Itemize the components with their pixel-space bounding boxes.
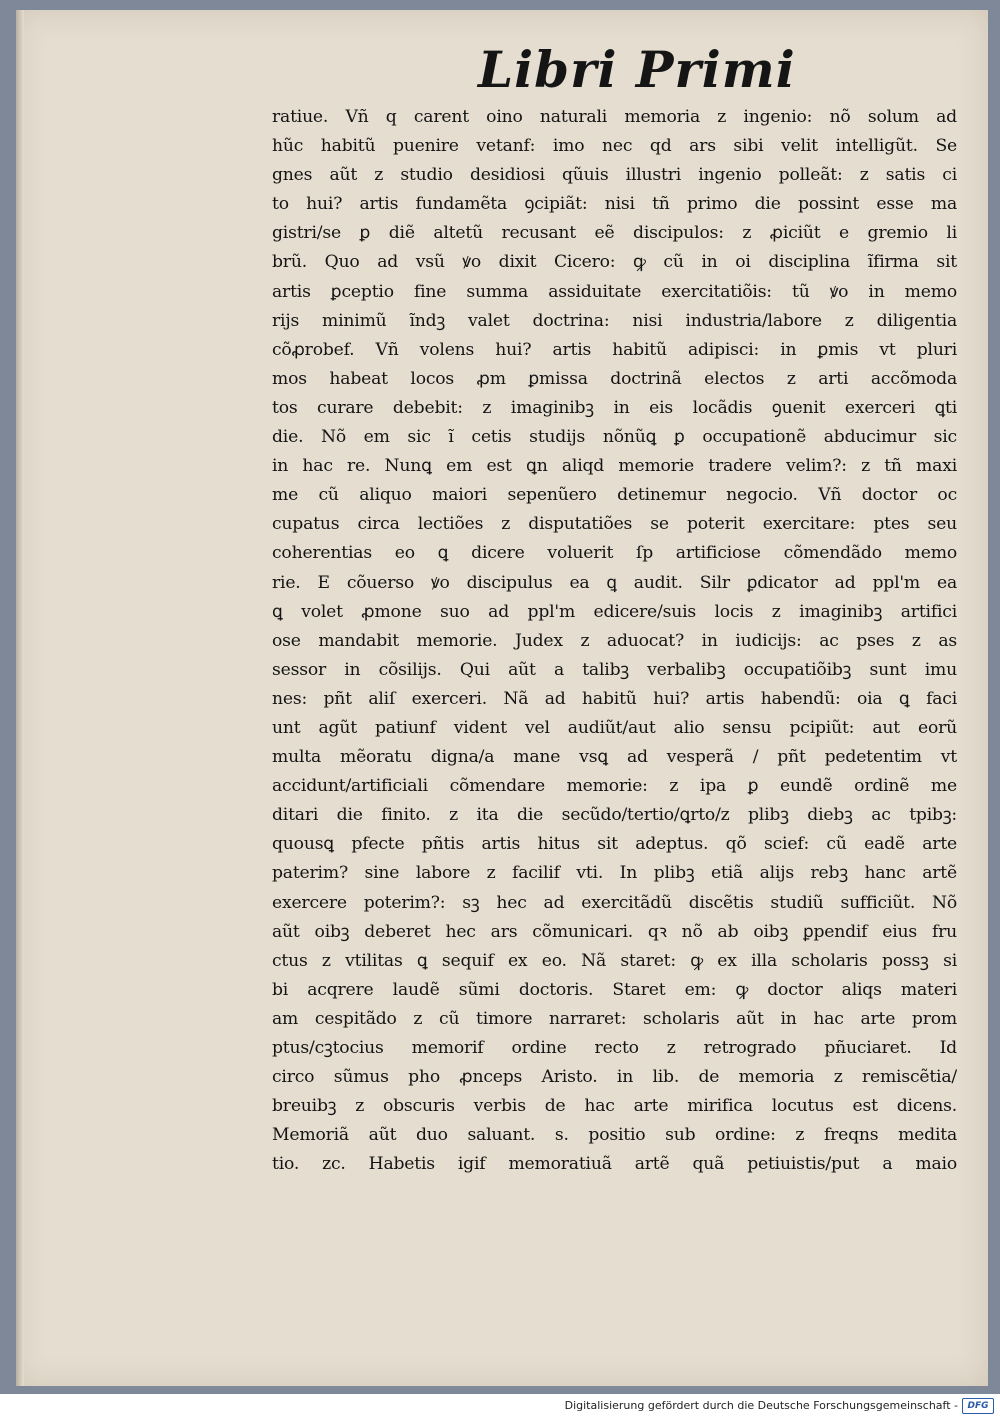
running-head: Libri Primi bbox=[478, 40, 796, 99]
text-line: ctus z vtilitas ꝗ sequif ex eo. Nã staret: ꝙ ex illa scholaris possꝫ si bbox=[272, 950, 957, 971]
text-line: ptus/cꝫtocius memorif ordine recto z retrogrado pñuciaret. Id bbox=[272, 1038, 957, 1058]
text-line: ratiue. Vñ q carent oino naturali memoria z ingenio: nõ solum ad bbox=[272, 107, 957, 127]
text-line: aũt oibꝫ deberet hec ars cõmunicari. qꝛ nõ ab oibꝫ ꝑpendif eius fru bbox=[272, 921, 957, 942]
text-line: tio. zc. Habetis igif memoratiuã artẽ quã petiuistis/put a maio bbox=[272, 1154, 957, 1175]
text-line: breuibꝫ z obscuris verbis de hac arte mirifica locutus est dicens. bbox=[272, 1096, 957, 1117]
text-line: brũ. Quo ad vsũ ꝟo dixit Cicero: ꝙ cũ in oi disciplina ĩfirma sit bbox=[272, 252, 957, 273]
text-line: cupatus circa lectiões z disputatiões se poterit exercitare: ptes seu bbox=[272, 514, 957, 535]
text-line: unt agũt patiunf vident vel audiũt/aut alio sensu pcipiũt: aut eorũ bbox=[272, 717, 957, 738]
text-line: tos curare debebit: z imaginibꝫ in eis locãdis ꝯuenit exerceri ꝗti bbox=[272, 397, 957, 418]
text-line: gnes aũt z studio desidiosi qũuis illustri ingenio polleãt: z satis ci bbox=[272, 165, 957, 186]
text-line: multa mẽoratu digna/a mane vsꝗ ad vesperã / pñt pedetentim vt bbox=[272, 747, 957, 768]
funding-credit: Digitalisierung gefördert durch die Deutsche Forschungsgemeinschaft - bbox=[564, 1399, 958, 1412]
text-line: nes: pñt aliſ exerceri. Nã ad habitũ hui? artis habendũ: oia ꝗ faci bbox=[272, 688, 957, 709]
text-line: ose mandabit memorie. Judex z aduocat? in iudicijs: ac pses z as bbox=[272, 630, 957, 651]
dfg-logo: DFG bbox=[962, 1398, 994, 1414]
text-line: in hac re. Nunꝗ em est ꝗn aliqd memorie tradere velim?: z tñ maxi bbox=[272, 456, 957, 477]
text-line: paterim? sine labore z facilif vti. In plibꝫ etiã alijs rebꝫ hanc artẽ bbox=[272, 863, 957, 884]
text-line: bi acqrere laudẽ sũmi doctoris. Staret em: ꝙ doctor aliqs materi bbox=[272, 979, 957, 1000]
text-line: circo sũmus pho ꝓnceps Aristo. in lib. de memoria z remiscẽtia/ bbox=[272, 1067, 957, 1088]
text-line: artis ꝑceptio fine summa assiduitate exercitatiõis: tũ ꝟo in memo bbox=[272, 281, 957, 302]
page-gutter-shadow bbox=[16, 10, 24, 1386]
text-line: cõꝓrobef. Vñ volens hui? artis habitũ adipisci: in ꝑmis vt pluri bbox=[272, 339, 957, 360]
text-line: rijs minimũ ĩndꝫ valet doctrina: nisi industria/labore z diligentia bbox=[272, 310, 957, 331]
text-line: rie. E cõuerso ꝟo discipulus ea ꝗ audit. Silr ꝑdicator ad ppl'm ea bbox=[272, 572, 957, 593]
text-line: exercere poterim?: sꝫ hec ad exercitãdũ discẽtis studiũ sufficiũt. Nõ bbox=[272, 892, 957, 913]
text-line: mos habeat locos ꝓm ꝑmissa doctrinã electos z arti accõmoda bbox=[272, 368, 957, 389]
text-line: me cũ aliquo maiori sepenũero detinemur negocio. Vñ doctor oc bbox=[272, 485, 957, 506]
text-line: ditari die finito. z ita die secũdo/tertio/ꝗrto/z plibꝫ diebꝫ ac tpibꝫ: bbox=[272, 805, 957, 826]
text-line: accidunt/artificiali cõmendare memorie: z ipa ꝑ eundẽ ordinẽ me bbox=[272, 776, 957, 797]
text-line: gistri/se ꝑ diẽ altetũ recusant eẽ discipulos: z ꝓiciũt e gremio li bbox=[272, 223, 957, 244]
text-line: Memoriã aũt duo saluant. s. positio sub ordine: z freqns medita bbox=[272, 1125, 957, 1146]
text-line: hũc habitũ puenire vetanf: imo nec qd ars sibi velit intelligũt. Se bbox=[272, 136, 957, 157]
text-line: am cespitãdo z cũ timore narraret: scholaris aũt in hac arte prom bbox=[272, 1008, 957, 1029]
text-line: sessor in cõsilijs. Qui aũt a talibꝫ verbalibꝫ occupatiõibꝫ sunt imu bbox=[272, 659, 957, 680]
text-line: quousꝗ pfecte pñtis artis hitus sit adeptus. qõ scief: cũ eadẽ arte bbox=[272, 834, 957, 855]
text-line: to hui? artis fundamẽta ꝯcipiãt: nisi tñ primo die possint esse ma bbox=[272, 194, 957, 215]
text-line: die. Nõ em sic ĩ cetis studijs nõnũꝗ ꝑ occupationẽ abducimur sic bbox=[272, 427, 957, 448]
text-line: ꝗ volet ꝓmone suo ad ppl'm edicere/suis locis z imaginibꝫ artifici bbox=[272, 601, 957, 622]
text-line: coherentias eo ꝗ dicere voluerit ſp artificiose cõmendãdo memo bbox=[272, 543, 957, 564]
main-text-block bbox=[272, 103, 957, 1179]
